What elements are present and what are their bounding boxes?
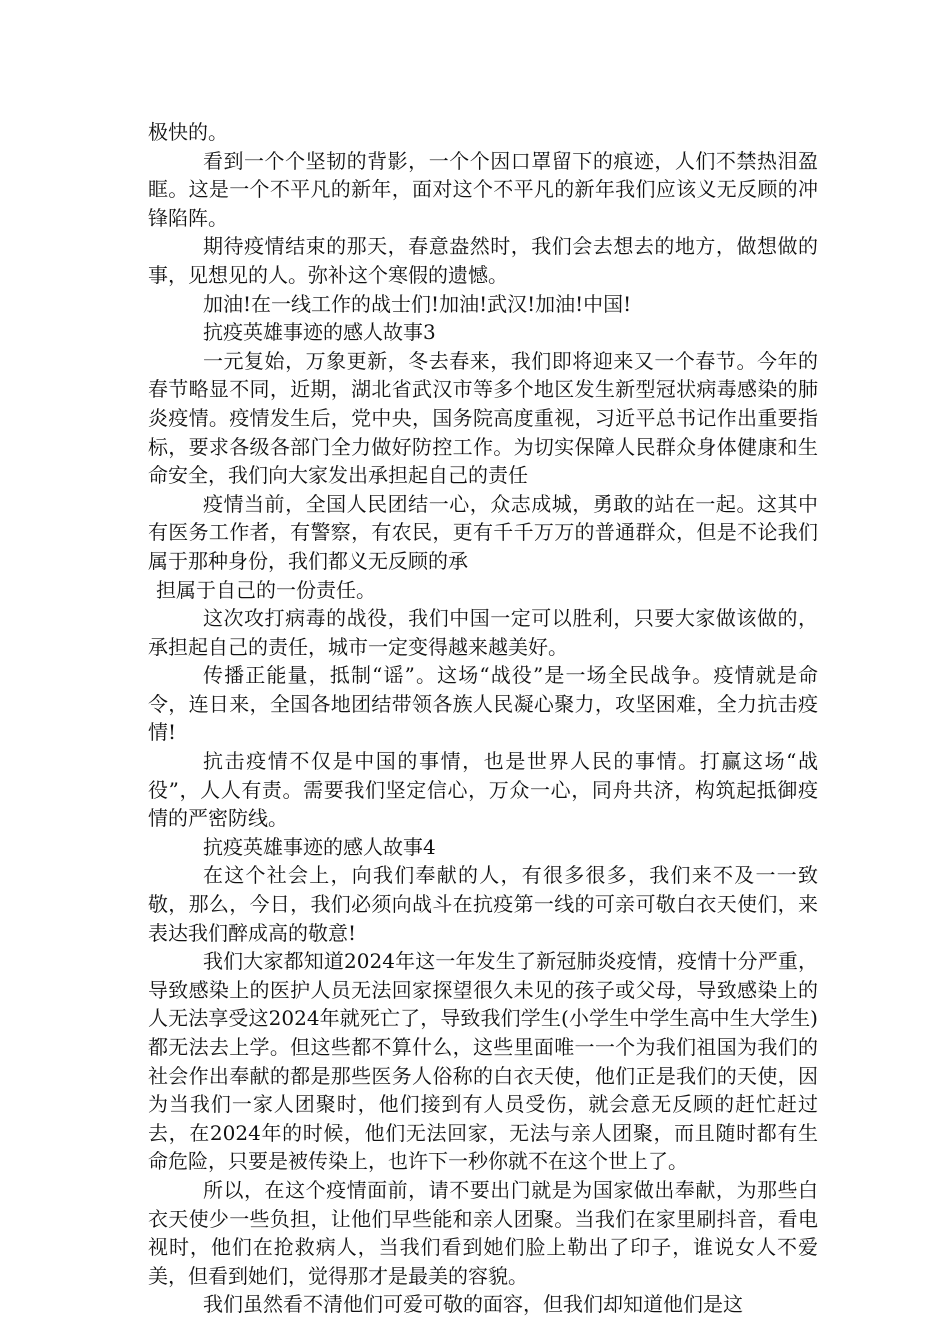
paragraph: 一元复始，万象更新，冬去春来，我们即将迎来又一个春节。今年的春节略显不同，近期，湖北省武汉市等多个地区发生新型冠状病毒感染的肺炎疫情。疫情发生后，党中央，国务院高度重视，习近平总书记作出重要指标，要求各级各部门全力做好防控工作。为切实保障人民群众身体健康和生命安全，我们向大家发出承担起自己的责任: [148, 348, 818, 488]
document-body: [148, 118, 818, 1319]
paragraph: 这次攻打病毒的战役，我们中国一定可以胜利，只要大家做该做的，承担起自己的责任，城市一定变得越来越美好。: [148, 606, 818, 659]
paragraph: 看到一个个坚韧的背影，一个个因口罩留下的痕迹，人们不禁热泪盈眶。这是一个不平凡的新年，面对这个不平凡的新年我们应该义无反顾的冲锋陷阵。: [148, 148, 818, 230]
paragraph: 在这个社会上，向我们奉献的人，有很多很多，我们来不及一一致敬，那么，今日，我们必须向战斗在抗疫第一线的可亲可敬白衣天使们，来表达我们醉成高的敬意!: [148, 863, 818, 945]
paragraph: 加油!在一线工作的战士们!加油!武汉!加油!中国!: [203, 291, 632, 316]
section-heading: 抗疫英雄事迹的感人故事4: [203, 834, 436, 859]
paragraph: 抗击疫情不仅是中国的事情，也是世界人民的事情。打赢这场“战役”，人人有责。需要我们坚定信心，万众一心，同舟共济，构筑起抵御疫情的严密防线。: [148, 749, 818, 831]
paragraph: 我们虽然看不清他们可爱可敬的面容，但我们却知道他们是这: [203, 1292, 743, 1317]
paragraph: 担属于自己的一份责任。: [156, 577, 376, 602]
paragraph: 极快的。: [148, 120, 228, 144]
paragraph: 传播正能量，抵制“谣”。这场“战役”是一场全民战争。疫情就是命令，连日来，全国各地团结带领各族人民凝心聚力，攻坚困难，全力抗击疫情!: [148, 663, 818, 745]
paragraph: 疫情当前，全国人民团结一心，众志成城，勇敢的站在一起。这其中有医务工作者，有警察，有农民，更有千千万万的普通群众，但是不论我们属于那种身份，我们都义无反顾的承: [148, 491, 818, 573]
section-heading: 抗疫英雄事迹的感人故事3: [203, 320, 436, 345]
paragraph: 所以，在这个疫情面前，请不要出门就是为国家做出奉献，为那些白衣天使少一些负担，让他们早些能和亲人团聚。当我们在家里刷抖音，看电视时，他们在抢救病人，当我们看到她们脸上勒出了印子，谁说女人不爱美，但看到她们，觉得那才是最美的容貌。: [148, 1177, 818, 1288]
paragraph: 我们大家都知道2024年这一年发生了新冠肺炎疫情，疫情十分严重，导致感染上的医护人员无法回家探望很久未见的孩子或父母，导致感染上的人无法享受这2024年就死亡了，导致我们学生(小学生中学生高中生大学生)都无法去上学。但这些都不算什么，这些里面唯一一个为我们祖国为我们的社会作出奉献的都是那些医务人俗称的白衣天使，他们正是我们的天使，因为当我们一家人团聚时，他们接到有人员受伤，就会意无反顾的赶忙赶过去，在2024年的时候，他们无法回家，无法与亲人团聚，而且随时都有生命危险，只要是被传染上，也许下一秒你就不在这个世上了。: [148, 949, 818, 1174]
paragraph: 期待疫情结束的那天，春意盎然时，我们会去想去的地方，做想做的事，见想见的人。弥补这个寒假的遗憾。: [148, 234, 818, 287]
